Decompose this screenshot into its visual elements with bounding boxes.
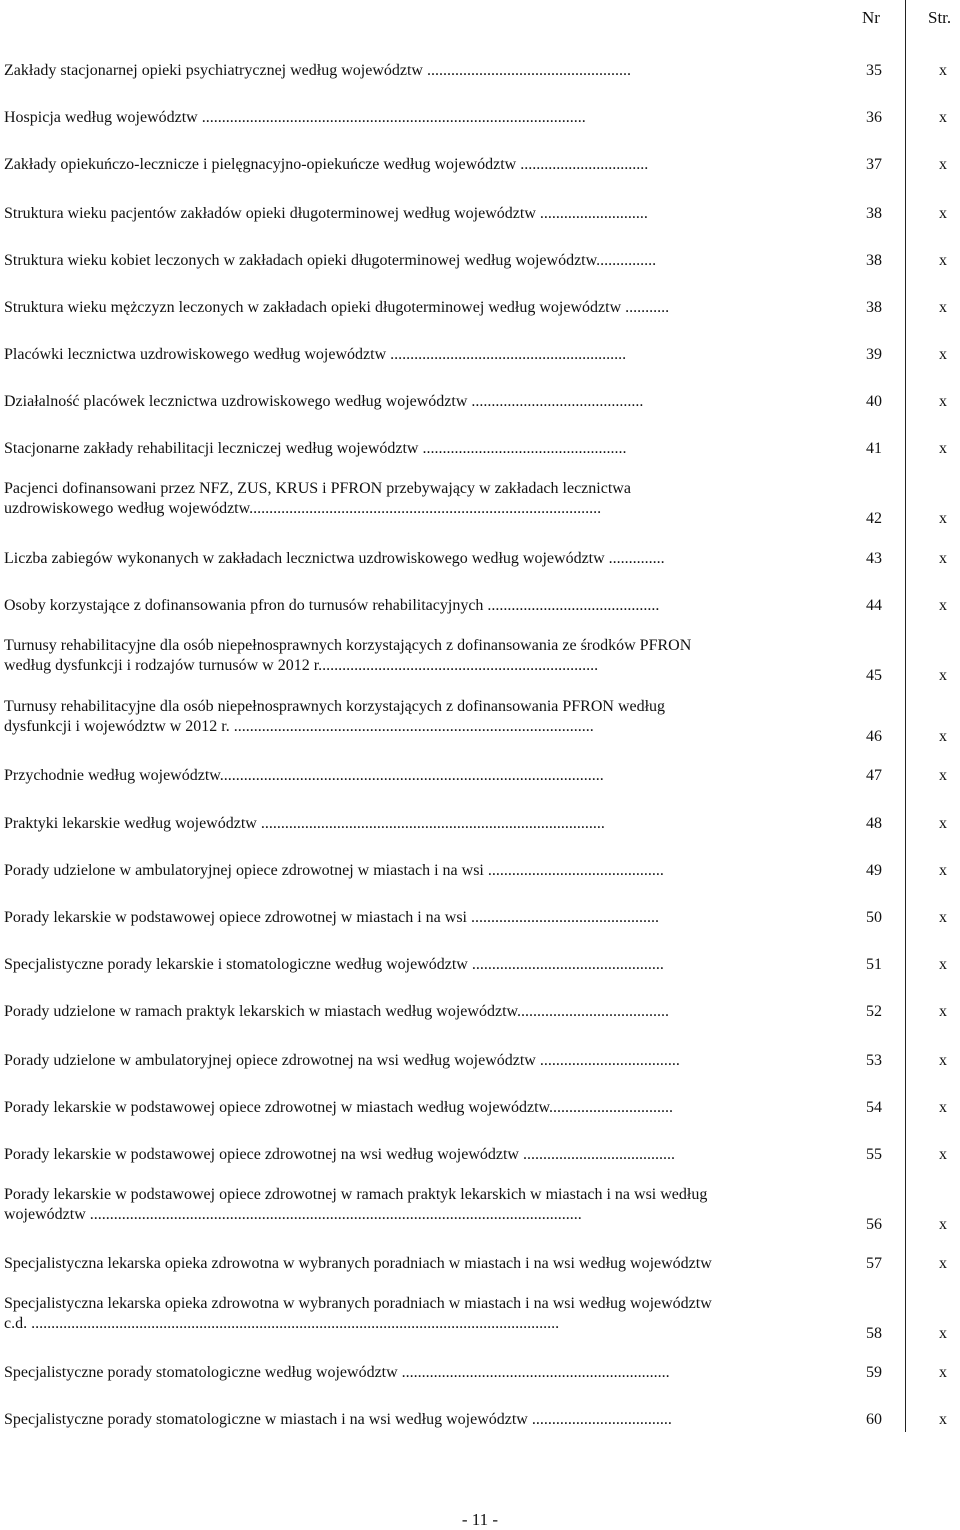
column-divider bbox=[905, 0, 906, 1432]
toc-row-title-line: Liczba zabiegów wykonanych w zakładach lecznictwa uzdrowiskowego według województw .............. bbox=[4, 550, 665, 567]
toc-row-number: 53 bbox=[866, 1052, 882, 1069]
toc-row-page: x bbox=[939, 1255, 947, 1272]
toc-row-title bbox=[4, 596, 834, 616]
toc-row-title-line: Porady udzielone w ramach praktyk lekarskich w miastach według województw...................................... bbox=[4, 1003, 670, 1020]
toc-row-title bbox=[4, 697, 834, 737]
toc-row-title bbox=[4, 861, 834, 881]
toc-row-page: x bbox=[939, 1216, 947, 1233]
toc-row-title bbox=[4, 479, 834, 519]
toc-row-page: x bbox=[939, 299, 947, 316]
toc-row-title-line: Struktura wieku kobiet leczonych w zakładach opieki długoterminowej według województw............... bbox=[4, 252, 657, 269]
toc-row-title bbox=[4, 1145, 834, 1165]
toc-row-page: x bbox=[939, 109, 947, 126]
toc-row-page: x bbox=[939, 346, 947, 363]
toc-row-title-line: Specjalistyczna lekarska opieka zdrowotna w wybranych poradniach w miastach i na wsi według województw bbox=[4, 1255, 712, 1272]
toc-row-title-line: Turnusy rehabilitacyjne dla osób niepełnosprawnych korzystających z dofinansowania ze środków PFRON bbox=[4, 637, 692, 654]
toc-row-page: x bbox=[939, 1003, 947, 1020]
toc-row-title-line: Porady lekarskie w podstawowej opiece zdrowotnej w ramach praktyk lekarskich w miastach i na wsi według bbox=[4, 1186, 708, 1203]
toc-row-page: x bbox=[939, 1325, 947, 1342]
toc-row-number: 37 bbox=[866, 156, 882, 173]
toc-row-title-line: Działalność placówek lecznictwa uzdrowiskowego według województw ........................................... bbox=[4, 393, 644, 410]
toc-row-page: x bbox=[939, 956, 947, 973]
toc-row-title bbox=[4, 1410, 834, 1430]
toc-row-title bbox=[4, 636, 834, 676]
toc-row-title bbox=[4, 1294, 834, 1334]
toc-row-title-line: Specjalistyczne porady stomatologiczne w miastach i na wsi według województw ................................... bbox=[4, 1411, 672, 1428]
toc-row-page: x bbox=[939, 393, 947, 410]
toc-row-title bbox=[4, 549, 834, 569]
toc-row-title-line: Przychodnie według województw................................................................................................ bbox=[4, 767, 604, 784]
toc-row-title-line: Porady lekarskie w podstawowej opiece zdrowotnej w miastach według województw............................... bbox=[4, 1099, 674, 1116]
toc-row-number: 35 bbox=[866, 62, 882, 79]
toc-row-title bbox=[4, 345, 834, 365]
toc-row-title bbox=[4, 204, 834, 224]
toc-row-title bbox=[4, 908, 834, 928]
toc-row-title bbox=[4, 1363, 834, 1383]
toc-row-page: x bbox=[939, 252, 947, 269]
toc-row-title-line: Osoby korzystające z dofinansowania pfron do turnusów rehabilitacyjnych ........................................... bbox=[4, 597, 660, 614]
toc-row-page: x bbox=[939, 1052, 947, 1069]
toc-row-page: x bbox=[939, 550, 947, 567]
toc-row-title-line: c.d. .................................................................................................................................... bbox=[4, 1315, 560, 1332]
toc-row-title bbox=[4, 1098, 834, 1118]
toc-row-title bbox=[4, 251, 834, 271]
toc-row-page: x bbox=[939, 909, 947, 926]
toc-row-number: 47 bbox=[866, 767, 882, 784]
toc-row-number: 38 bbox=[866, 299, 882, 316]
toc-row-title-line: Specjalistyczna lekarska opieka zdrowotna w wybranych poradniach w miastach i na wsi według województw bbox=[4, 1295, 712, 1312]
toc-row-title bbox=[4, 955, 834, 975]
toc-row-page: x bbox=[939, 728, 947, 745]
toc-row-title bbox=[4, 1051, 834, 1071]
toc-row-number: 55 bbox=[866, 1146, 882, 1163]
toc-row-number: 38 bbox=[866, 205, 882, 222]
toc-row-page: x bbox=[939, 440, 947, 457]
page-number: - 11 - bbox=[461, 1510, 499, 1529]
column-header-nr: Nr bbox=[862, 8, 880, 27]
toc-row-title bbox=[4, 61, 834, 81]
toc-row-page: x bbox=[939, 667, 947, 684]
toc-row-page: x bbox=[939, 862, 947, 879]
toc-row-title bbox=[4, 392, 834, 412]
toc-row-title-line: Zakłady opiekuńczo-lecznicze i pielęgnacyjno-opiekuńcze według województw ................................ bbox=[4, 156, 649, 173]
toc-row-title-line: Porady lekarskie w podstawowej opiece zdrowotnej w miastach i na wsi ............................................... bbox=[4, 909, 659, 926]
toc-row-page: x bbox=[939, 597, 947, 614]
toc-row-number: 41 bbox=[866, 440, 882, 457]
toc-row-title-line: Hospicja według województw ................................................................................................ bbox=[4, 109, 586, 126]
toc-row-number: 60 bbox=[866, 1411, 882, 1428]
toc-row-number: 42 bbox=[866, 510, 882, 527]
toc-row-title-line: Praktyki lekarskie według województw ...................................................................................... bbox=[4, 815, 605, 832]
toc-row-number: 46 bbox=[866, 728, 882, 745]
toc-row-title-line: Porady lekarskie w podstawowej opiece zdrowotnej na wsi według województw ...................................... bbox=[4, 1146, 675, 1163]
toc-row-number: 44 bbox=[866, 597, 882, 614]
toc-row-title-line: Pacjenci dofinansowani przez NFZ, ZUS, KRUS i PFRON przebywający w zakładach lecznictwa bbox=[4, 480, 631, 497]
toc-row-number: 36 bbox=[866, 109, 882, 126]
toc-row-title-line: Specjalistyczne porady lekarskie i stomatologiczne według województw ................................................ bbox=[4, 956, 664, 973]
toc-row-number: 40 bbox=[866, 393, 882, 410]
toc-row-number: 50 bbox=[866, 909, 882, 926]
toc-row-number: 43 bbox=[866, 550, 882, 567]
toc-row-number: 51 bbox=[866, 956, 882, 973]
toc-row-number: 56 bbox=[866, 1216, 882, 1233]
toc-row-title bbox=[4, 298, 834, 318]
toc-row-title-line: dysfunkcji i województw w 2012 r. .......................................................................................... bbox=[4, 718, 594, 735]
toc-row-page: x bbox=[939, 1411, 947, 1428]
toc-row-title-line: Specjalistyczne porady stomatologiczne według województw ................................................................... bbox=[4, 1364, 670, 1381]
toc-row-title-line: Struktura wieku mężczyzn leczonych w zakładach opieki długoterminowej według województw ........... bbox=[4, 299, 670, 316]
toc-row-title-line: według dysfunkcji i rodzajów turnusów w 2012 r...................................................................... bbox=[4, 657, 599, 674]
toc-row-page: x bbox=[939, 815, 947, 832]
toc-row-number: 58 bbox=[866, 1325, 882, 1342]
toc-row-title bbox=[4, 1185, 834, 1225]
toc-row-number: 57 bbox=[866, 1255, 882, 1272]
toc-row-page: x bbox=[939, 62, 947, 79]
toc-row-number: 52 bbox=[866, 1003, 882, 1020]
toc-row-page: x bbox=[939, 205, 947, 222]
toc-row-title bbox=[4, 814, 834, 834]
toc-row-page: x bbox=[939, 767, 947, 784]
toc-row-title-line: Porady udzielone w ambulatoryjnej opiece zdrowotnej na wsi według województw ................................... bbox=[4, 1052, 680, 1069]
toc-row-page: x bbox=[939, 1364, 947, 1381]
toc-row-number: 38 bbox=[866, 252, 882, 269]
toc-row-title bbox=[4, 108, 834, 128]
toc-row-page: x bbox=[939, 1099, 947, 1116]
toc-row-number: 48 bbox=[866, 815, 882, 832]
toc-row-number: 39 bbox=[866, 346, 882, 363]
toc-row-title-line: Stacjonarne zakłady rehabilitacji leczniczej według województw ................................................... bbox=[4, 440, 627, 457]
column-header-str: Str. bbox=[928, 8, 952, 27]
toc-row-title bbox=[4, 1254, 834, 1274]
toc-row-title bbox=[4, 439, 834, 459]
toc-row-title bbox=[4, 1002, 834, 1022]
toc-row-title-line: Zakłady stacjonarnej opieki psychiatrycznej według województw ................................................... bbox=[4, 62, 631, 79]
toc-row-title-line: Placówki lecznictwa uzdrowiskowego według województw ........................................................... bbox=[4, 346, 627, 363]
toc-row-title-line: uzdrowiskowego według województw........................................................................................ bbox=[4, 500, 602, 517]
toc-row-page: x bbox=[939, 1146, 947, 1163]
toc-row-title-line: Struktura wieku pacjentów zakładów opieki długoterminowej według województw ........................... bbox=[4, 205, 648, 222]
toc-row-number: 45 bbox=[866, 667, 882, 684]
toc-row-page: x bbox=[939, 156, 947, 173]
toc-row-page: x bbox=[939, 510, 947, 527]
toc-row-title-line: Porady udzielone w ambulatoryjnej opiece zdrowotnej w miastach i na wsi ............................................ bbox=[4, 862, 664, 879]
toc-row-number: 49 bbox=[866, 862, 882, 879]
toc-row-number: 59 bbox=[866, 1364, 882, 1381]
toc-row-title bbox=[4, 766, 834, 786]
toc-row-title-line: województw ........................................................................................................................... bbox=[4, 1206, 582, 1223]
toc-row-number: 54 bbox=[866, 1099, 882, 1116]
toc-row-title-line: Turnusy rehabilitacyjne dla osób niepełnosprawnych korzystających z dofinansowania PFRON według bbox=[4, 698, 666, 715]
toc-row-title bbox=[4, 155, 834, 175]
